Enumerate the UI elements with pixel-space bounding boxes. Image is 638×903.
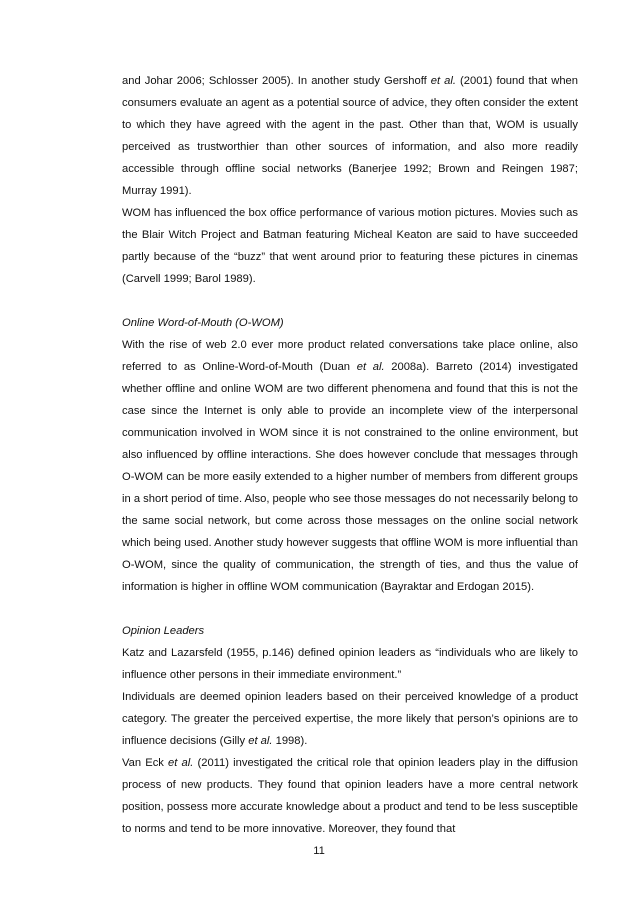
section-heading-opinion-leaders: Opinion Leaders — [122, 625, 205, 637]
paragraph-text: With the rise of web 2.0 ever more product related conversations take place online, also referred to as Online-Word-of-Mouth (Duan — [122, 339, 578, 373]
paragraph-box-office: WOM has influenced the box office performance of various motion pictures. Movies such as the Blair Witch Project and Batman featuring Micheal Keaton are said to have succeeded partly because of the “buzz” that went around prior to featuring these pictures in cinemas (Carvell 1999; Barol 1989). — [122, 207, 578, 285]
paragraph-text: 2008a). Barreto (2014) investigated whether offline and online WOM are two different phenomena and found that this is not the case since the Internet is only able to provide an incomplete view of the interpersonal communication involved in WOM since it is not constrained to the online environment, but also influenced by offline interactions. She does however conclude that messages through O-WOM can be more easily extended to a higher number of members from different groups in a short period of time. Also, people who see those messages do not necessarily belong to the same social network, but come across those messages on the online social network which being used. Another study however suggests that offline WOM is more influential than O-WOM, since the quality of communication, the strength of ties, and thus the value of information is higher in offline WOM communication (Bayraktar and Erdogan 2015). — [122, 361, 579, 593]
paragraph-wom-trust — [122, 70, 578, 202]
section-heading-online-wom: Online Word-of-Mouth (O-WOM) — [122, 317, 284, 329]
paragraph-text: (2001) found that when consumers evaluate an agent as a potential source of advice, they often consider the extent to which they have agreed with the agent in the past. Other than that, WOM is usually perceived as trustworthier than other sources of information, and also more readily accessible through offline social networks (Banerjee 1992; Brown and Reingen 1987; Murray 1991). — [122, 75, 578, 197]
paragraph-online-wom — [122, 334, 578, 598]
italic-citation: et al. — [248, 735, 273, 747]
italic-citation: et al. — [356, 361, 385, 373]
paragraph-opinion-leaders — [122, 642, 578, 840]
paragraph-text: and Johar 2006; Schlosser 2005). In another study Gershoff — [122, 75, 431, 87]
italic-citation: et al. — [168, 757, 194, 769]
paragraph-van-eck — [122, 752, 578, 840]
paragraph-text: (2011) investigated the critical role that opinion leaders play in the diffusion process of new products. They found that opinion leaders have a more central network position, possess more accurate knowledge about a product and tend to be less susceptible to norms and tend to be more innovative. Moreover, they found that — [122, 757, 578, 835]
paragraph-katz-definition: Katz and Lazarsfeld (1955, p.146) defined opinion leaders as “individuals who are likely to influence other persons in their immediate environment.” — [122, 647, 578, 681]
paragraph-text: Van Eck — [122, 757, 169, 769]
paragraph-text: 1998). — [272, 735, 308, 747]
page-number: 11 — [313, 845, 325, 857]
paragraph-perceived-knowledge — [122, 686, 578, 752]
paragraph-text: Individuals are deemed opinion leaders based on their perceived knowledge of a product category. The greater the perceived expertise, the more likely that person’s opinions are to influence decisions (Gilly — [122, 691, 578, 747]
italic-citation: et al. — [430, 75, 456, 87]
